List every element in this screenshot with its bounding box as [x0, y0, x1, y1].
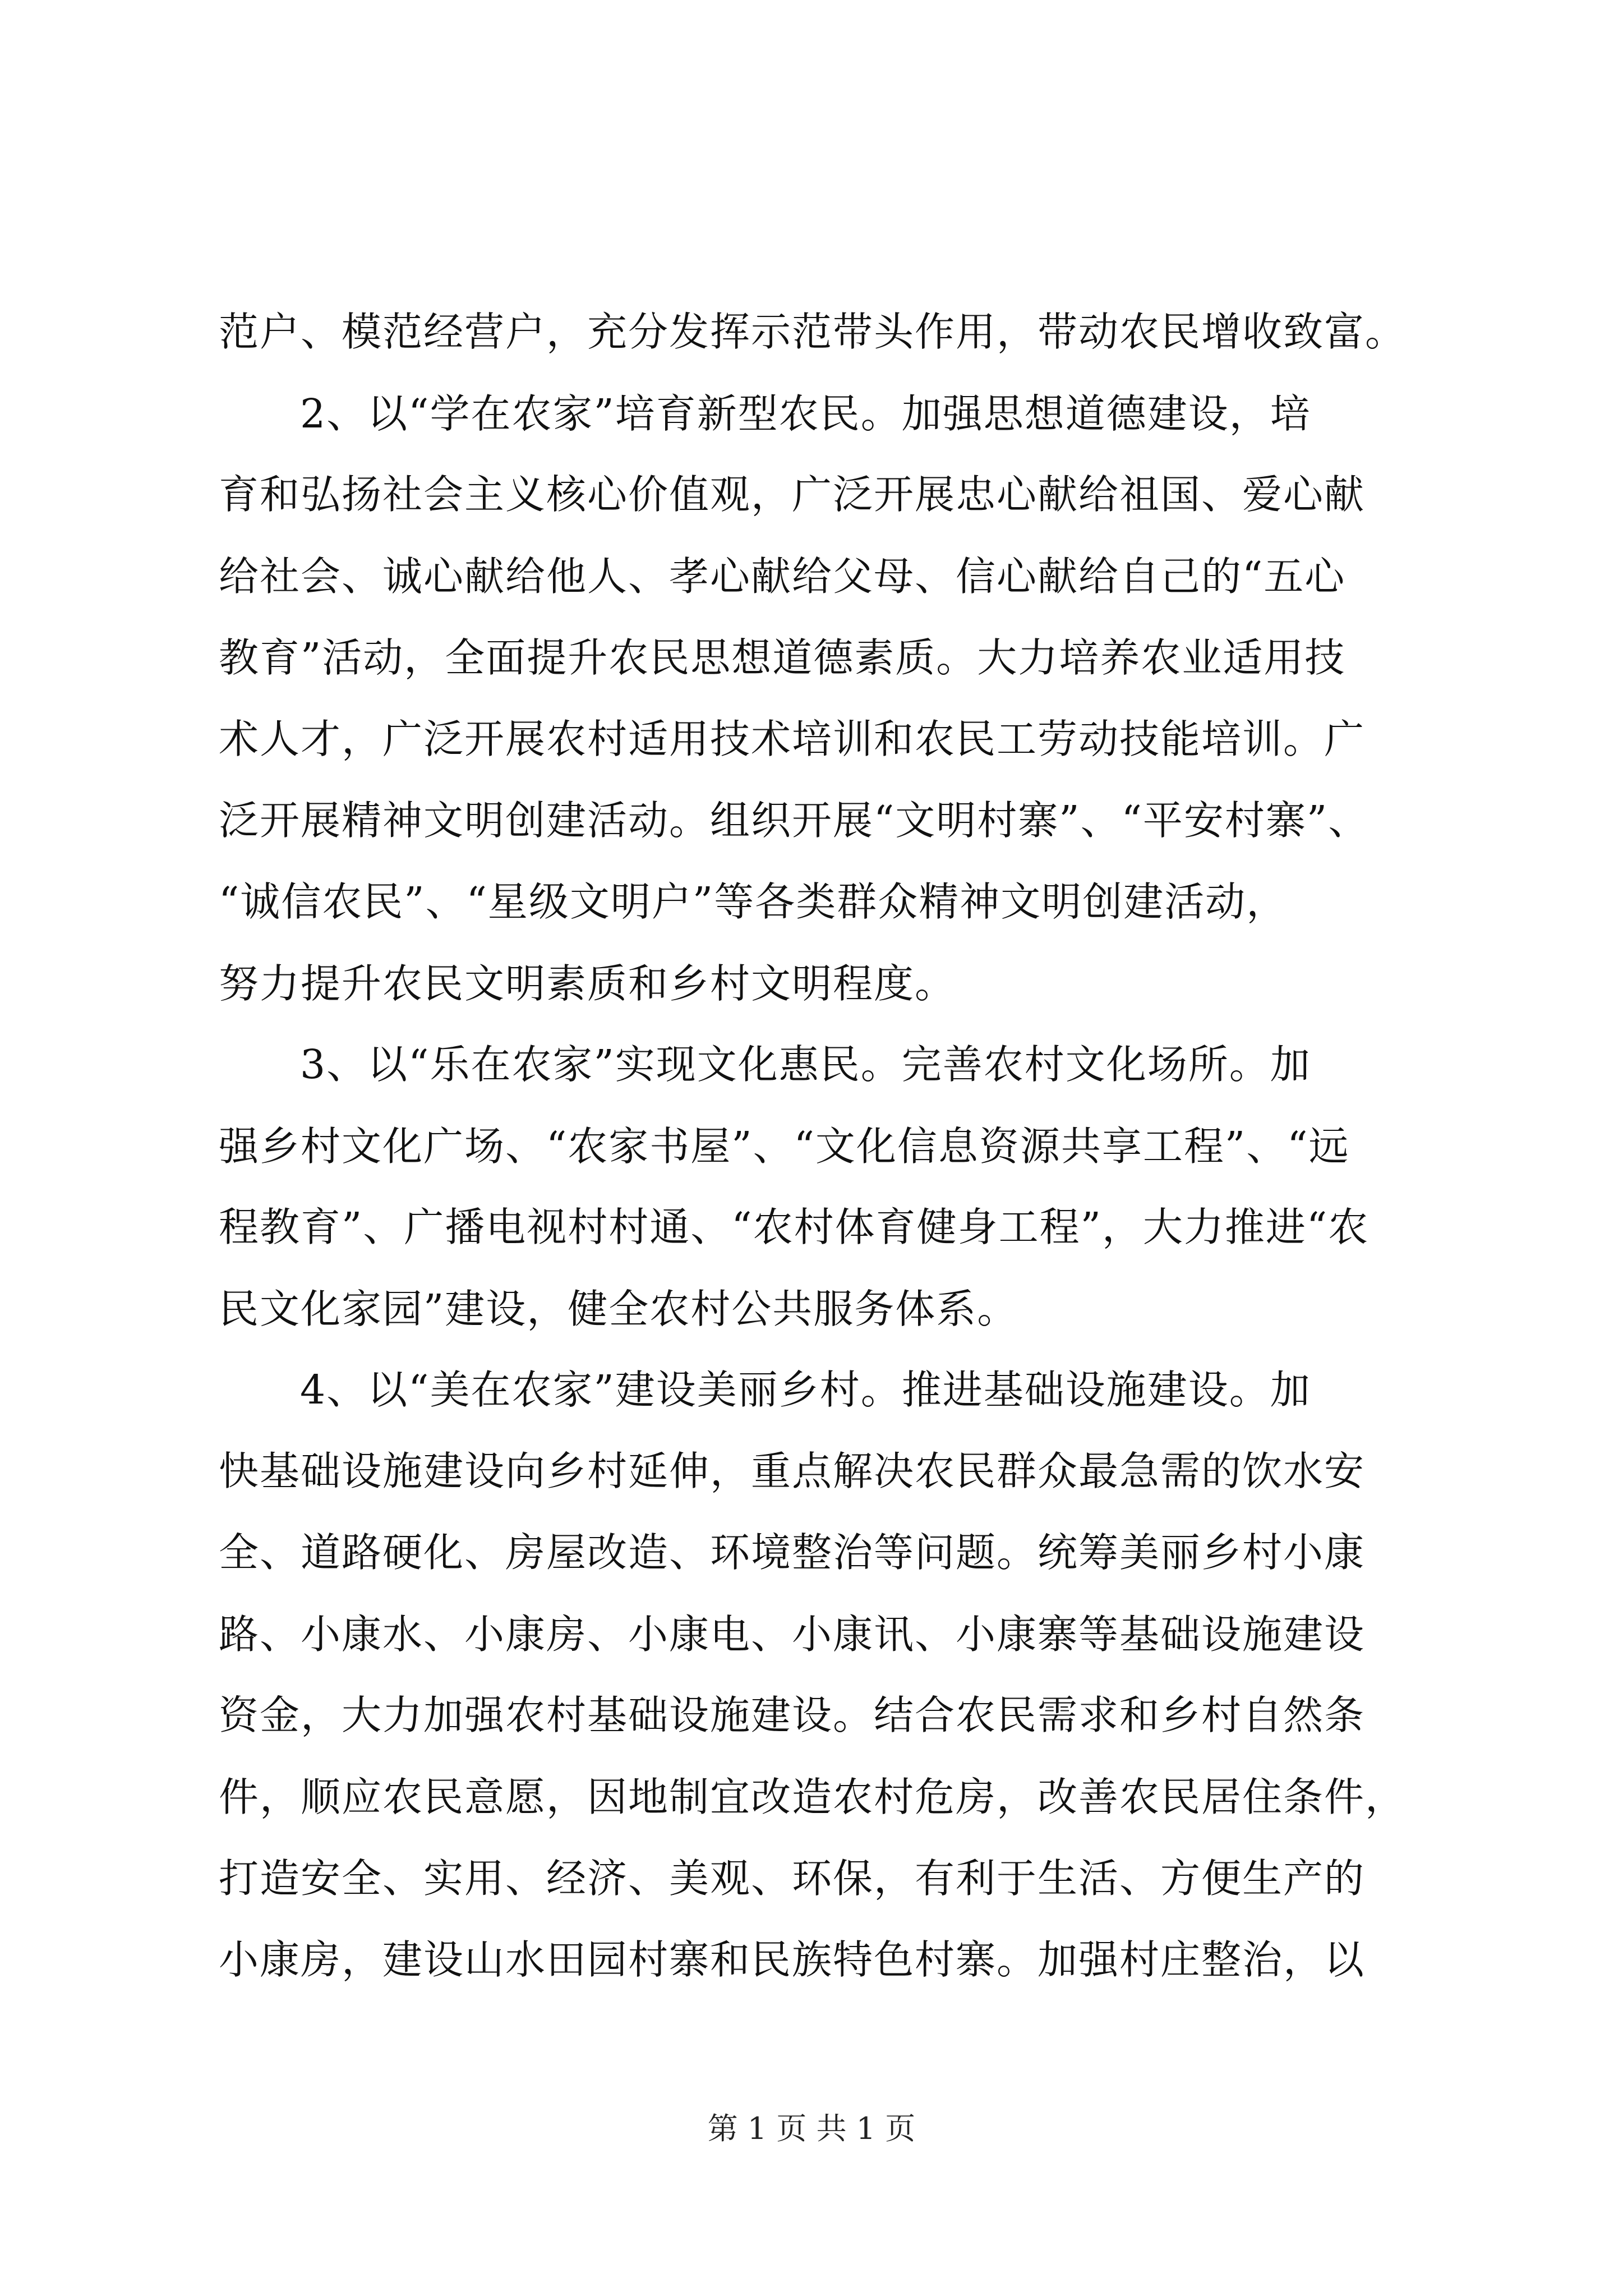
text-line-1: 范户、模范经营户，充分发挥示范带头作用，带动农民增收致富。: [219, 309, 1407, 355]
text-line-20: 打造安全、实用、经济、美观、环保，有利于生活、方便生产的: [219, 1855, 1366, 1902]
text-line-17: 路、小康水、小康房、小康电、小康讯、小康寨等基础设施建设: [219, 1611, 1366, 1658]
text-line-5: 教育”活动，全面提升农民思想道德素质。大力培养农业适用技: [219, 634, 1346, 681]
text-line-6: 术人才，广泛开展农村适用技术培训和农民工劳动技能培训。广: [219, 716, 1366, 762]
text-line-10: 3、以“乐在农家”实现文化惠民。完善农村文化场所。加: [300, 1041, 1311, 1088]
text-line-21: 小康房，建设山水田园村寨和民族特色村寨。加强村庄整治，以: [219, 1936, 1366, 1983]
text-line-16: 全、道路硬化、房屋改造、环境整治等问题。统筹美丽乡村小康: [219, 1529, 1366, 1576]
text-line-18: 资金，大力加强农村基础设施建设。结合农民需求和乡村自然条: [219, 1692, 1366, 1738]
text-line-3: 育和弘扬社会主义核心价值观，广泛开展忠心献给祖国、爱心献: [219, 471, 1366, 518]
page-number-footer: 第 1 页 共 1 页: [707, 2111, 916, 2146]
text-line-14: 4、以“美在农家”建设美丽乡村。推进基础设施建设。加: [300, 1366, 1311, 1413]
text-line-8: “诚信农民”、“星级文明户”等各类群众精神文明创建活动，: [219, 878, 1288, 925]
text-line-9: 努力提升农民文明素质和乡村文明程度。: [219, 960, 956, 1007]
text-line-13: 民文化家园”建设，健全农村公共服务体系。: [219, 1286, 1018, 1332]
text-line-4: 给社会、诚心献给他人、孝心献给父母、信心献给自己的“五心: [219, 553, 1346, 600]
text-line-7: 泛开展精神文明创建活动。组织开展“文明村寨”、“平安村寨”、: [219, 797, 1370, 844]
text-line-2: 2、以“学在农家”培育新型农民。加强思想道德建设，培: [300, 390, 1311, 437]
text-line-11: 强乡村文化广场、“农家书屋”、“文化信息资源共享工程”、“远: [219, 1123, 1350, 1170]
text-line-12: 程教育”、广播电视村村通、“农村体育健身工程”，大力推进“农: [219, 1204, 1370, 1250]
text-line-15: 快基础设施建设向乡村延伸，重点解决农民群众最急需的饮水安: [219, 1448, 1366, 1494]
text-line-19: 件，顺应农民意愿，因地制宜改造农村危房，改善农民居住条件，: [219, 1774, 1407, 1820]
